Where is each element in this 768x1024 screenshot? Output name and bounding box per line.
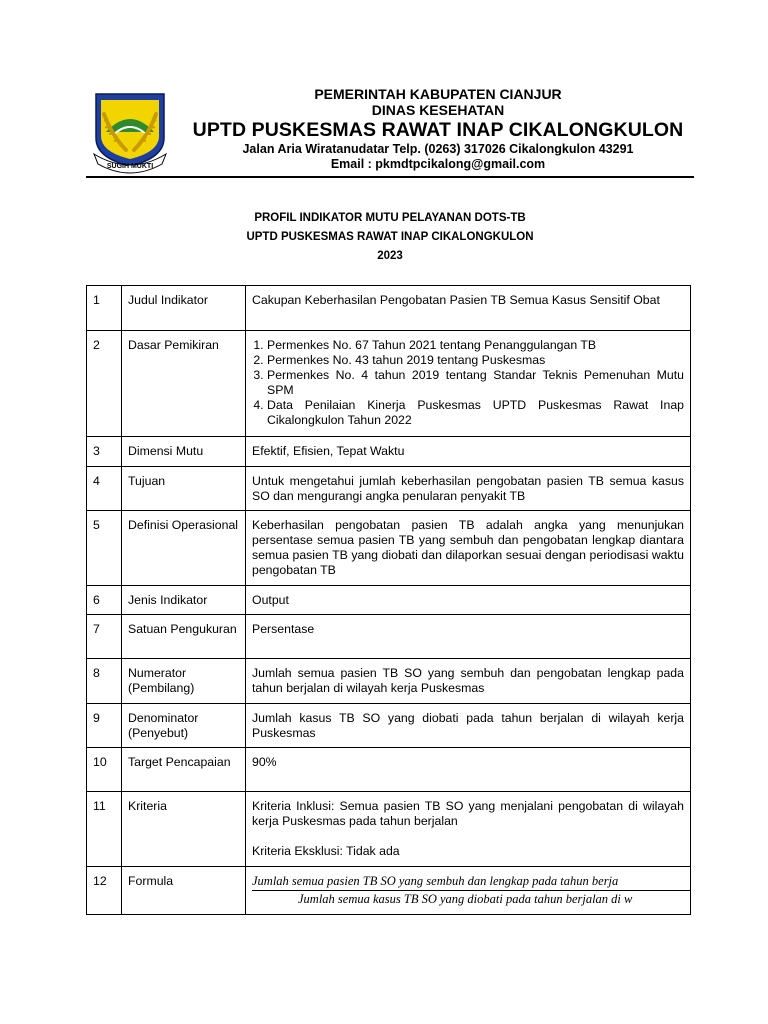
row-value: [246, 331, 691, 437]
row-label: Dasar Pemikiran: [122, 331, 246, 437]
document-title-line-1: PROFIL INDIKATOR MUTU PELAYANAN DOTS-TB: [254, 212, 526, 224]
row-number: 5: [87, 511, 122, 586]
row-number: 12: [87, 867, 122, 915]
inclusion-criteria: Kriteria Inklusi: Semua pasien TB SO yang menjalani pengobatan di wilayah kerja Puskesmas pada tahun berjalan: [252, 799, 684, 828]
row-value: [246, 867, 691, 915]
row-number: 1: [87, 286, 122, 331]
document-title: [86, 209, 694, 266]
letterhead-department: DINAS KESEHATAN: [371, 102, 505, 118]
legal-basis-list: [252, 338, 684, 428]
row-value: Persentase: [246, 615, 691, 659]
row-label: Definisi Operasional: [122, 511, 246, 586]
row-label: Target Pencapaian: [122, 748, 246, 792]
formula-denominator: Jumlah semua kasus TB SO yang diobati pada tahun berjalan di w: [298, 892, 633, 906]
table-row: [87, 331, 691, 437]
row-value: Jumlah semua pasien TB SO yang sembuh dan pengobatan lengkap pada tahun berjalan di wilayah kerja Puskesmas: [246, 659, 691, 704]
row-label: Jenis Indikator: [122, 586, 246, 615]
list-item: 4. Data Penilaian Kinerja Puskesmas UPTD Puskesmas Rawat Inap Cikalongkulon Tahun 2022: [267, 398, 684, 428]
row-value: 90%: [246, 748, 691, 792]
row-number: 6: [87, 586, 122, 615]
document-title-year: 2023: [377, 250, 403, 262]
row-number: 3: [87, 437, 122, 467]
row-label: Numerator (Pembilang): [122, 659, 246, 704]
letterhead-email: Email : pkmdtpcikalong@gmail.com: [330, 157, 546, 171]
letterhead: [168, 86, 708, 172]
svg-text:SUGIH MUKTI: SUGIH MUKTI: [106, 163, 154, 170]
indicator-profile-table: [86, 285, 691, 915]
row-number: 7: [87, 615, 122, 659]
row-label: Denominator (Penyebut): [122, 704, 246, 748]
row-number: 10: [87, 748, 122, 792]
list-item: 1. Permenkes No. 67 Tahun 2021 tentang Penanggulangan TB: [267, 338, 684, 353]
letterhead-divider: [86, 176, 694, 178]
table-row: [87, 586, 691, 615]
row-value: Efektif, Efisien, Tepat Waktu: [246, 437, 691, 467]
cianjur-emblem-logo: [92, 92, 168, 174]
row-value: Cakupan Keberhasilan Pengobatan Pasien TB Semua Kasus Sensitif Obat: [246, 286, 691, 331]
row-number: 11: [87, 792, 122, 867]
row-value: Jumlah kasus TB SO yang diobati pada tahun berjalan di wilayah kerja Puskesmas: [246, 704, 691, 748]
table-row: [87, 511, 691, 586]
table-row: [87, 615, 691, 659]
row-value: [246, 792, 691, 867]
table-row: [87, 286, 691, 331]
table-row: [87, 704, 691, 748]
row-value: Output: [246, 586, 691, 615]
table-row: [87, 437, 691, 467]
row-label: Dimensi Mutu: [122, 437, 246, 467]
letterhead-organization: UPTD PUSKESMAS RAWAT INAP CIKALONGKULON: [192, 119, 684, 141]
row-number: 2: [87, 331, 122, 437]
letterhead-address: Jalan Aria Wiratanudatar Telp. (0263) 317026 Cikalongkulon 43291: [242, 142, 634, 156]
row-value: Untuk mengetahui jumlah keberhasilan pengobatan pasien TB semua kasus SO dan mengurangi angka penularan penyakit TB: [246, 467, 691, 511]
table-row: [87, 792, 691, 867]
letterhead-government: PEMERINTAH KABUPATEN CIANJUR: [314, 86, 562, 102]
row-number: 9: [87, 704, 122, 748]
formula-numerator: Jumlah semua pasien TB SO yang sembuh dan lengkap pada tahun berja: [252, 874, 690, 891]
formula-fraction: [252, 874, 690, 907]
row-label: Judul Indikator: [122, 286, 246, 331]
row-value: Keberhasilan pengobatan pasien TB adalah angka yang menunjukan persentase semua pasien TB yang sembuh dan pengobatan lengkap diantara semua pasien TB yang diobati dan dilaporkan sesuai dengan periodisasi waktu pengobatan TB: [246, 511, 691, 586]
row-label: Kriteria: [122, 792, 246, 867]
table-row: [87, 748, 691, 792]
row-number: 8: [87, 659, 122, 704]
row-label: Tujuan: [122, 467, 246, 511]
table-row: [87, 467, 691, 511]
row-number: 4: [87, 467, 122, 511]
spacer: [252, 829, 684, 844]
row-label: Formula: [122, 867, 246, 915]
list-item: 3. Permenkes No. 4 tahun 2019 tentang Standar Teknis Pemenuhan Mutu SPM: [267, 368, 684, 398]
row-label: Satuan Pengukuran: [122, 615, 246, 659]
document-title-line-2: UPTD PUSKESMAS RAWAT INAP CIKALONGKULON: [246, 231, 534, 243]
exclusion-criteria: Kriteria Eksklusi: Tidak ada: [252, 844, 400, 858]
table-row: [87, 867, 691, 915]
list-item: 2. Permenkes No. 43 tahun 2019 tentang Puskesmas: [267, 353, 684, 368]
table-row: [87, 659, 691, 704]
